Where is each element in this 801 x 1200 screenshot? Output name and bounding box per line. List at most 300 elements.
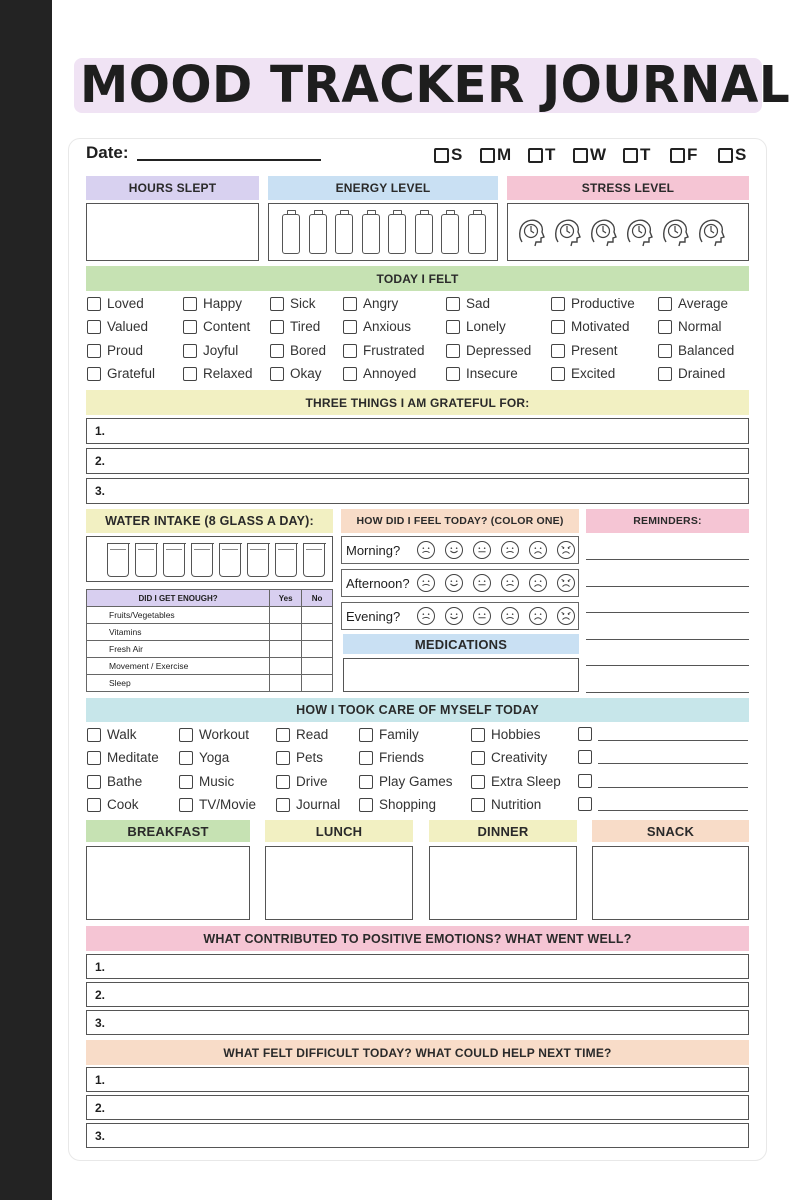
line-number: 1.: [95, 959, 106, 974]
checkbox[interactable]: [87, 367, 101, 381]
custom-self-care-option[interactable]: [578, 727, 748, 741]
water-glass-icon[interactable]: [135, 543, 157, 577]
meal-header: SNACK: [592, 820, 749, 842]
feeling-label: Motivated: [571, 319, 630, 334]
feeling-label: Excited: [571, 366, 616, 381]
self-care-option[interactable]: [359, 750, 424, 765]
write-in-line[interactable]: [598, 797, 748, 811]
self-care-label: Drive: [296, 774, 328, 789]
write-in-line[interactable]: [598, 727, 748, 741]
checkbox[interactable]: [343, 320, 357, 334]
self-care-option[interactable]: [179, 750, 229, 765]
day-label: S: [451, 145, 463, 164]
meal-header: LUNCH: [265, 820, 413, 842]
hours-slept-header: HOURS SLEPT: [86, 176, 259, 200]
reminder-line[interactable]: [586, 692, 749, 693]
feeling-label: Angry: [363, 296, 399, 311]
needs-yes-header: Yes: [270, 590, 302, 607]
self-care-label: Play Games: [379, 774, 453, 789]
mood-face-icon[interactable]: [473, 607, 491, 625]
stress-head-icon[interactable]: [516, 216, 546, 248]
checkbox[interactable]: [528, 148, 543, 163]
write-in-line[interactable]: [598, 750, 748, 764]
checkbox[interactable]: [480, 148, 495, 163]
day-checkbox[interactable]: [623, 145, 650, 165]
feeling-label: Proud: [107, 343, 144, 358]
feeling-option[interactable]: [87, 343, 143, 358]
checkbox[interactable]: [87, 798, 101, 812]
day-checkbox[interactable]: [528, 145, 555, 165]
checkbox[interactable]: [270, 320, 284, 334]
feeling-option[interactable]: [551, 319, 630, 334]
self-care-option[interactable]: [179, 797, 256, 812]
mood-face-icon[interactable]: [473, 541, 491, 559]
grateful-header: THREE THINGS I AM GRATEFUL FOR:: [86, 390, 749, 415]
checkbox[interactable]: [670, 148, 685, 163]
mood-face-icon[interactable]: [501, 541, 519, 559]
checkbox[interactable]: [446, 297, 460, 311]
mood-face-icon[interactable]: [557, 574, 575, 592]
day-checkbox[interactable]: [718, 145, 746, 165]
feeling-option[interactable]: [446, 343, 531, 358]
self-care-label: Friends: [379, 750, 425, 765]
checkbox[interactable]: [718, 148, 733, 163]
stress-level-header: STRESS LEVEL: [507, 176, 749, 200]
battery-icon[interactable]: [362, 214, 380, 254]
grateful-line[interactable]: [86, 418, 749, 444]
grateful-line[interactable]: [86, 478, 749, 504]
feeling-label: Depressed: [466, 343, 532, 358]
checkbox[interactable]: [471, 728, 485, 742]
checkbox[interactable]: [183, 320, 197, 334]
checkbox[interactable]: [276, 798, 290, 812]
need-label: Sleep: [87, 675, 270, 692]
self-care-option[interactable]: [87, 774, 142, 789]
line-number: 2.: [95, 987, 106, 1002]
energy-level-box: [268, 203, 498, 261]
self-care-option[interactable]: [87, 727, 137, 742]
need-label: Vitamins: [87, 624, 270, 641]
self-care-label: Journal: [296, 797, 341, 812]
reminder-line[interactable]: [586, 665, 749, 666]
feeling-label: Insecure: [466, 366, 518, 381]
checkbox[interactable]: [471, 798, 485, 812]
feeling-label: Joyful: [203, 343, 239, 358]
checkbox[interactable]: [359, 775, 373, 789]
mood-face-icon[interactable]: [417, 541, 435, 559]
water-glass-icon[interactable]: [163, 543, 185, 577]
mood-face-icon[interactable]: [417, 607, 435, 625]
mood-face-icon[interactable]: [529, 541, 547, 559]
checkbox[interactable]: [551, 367, 565, 381]
battery-icon[interactable]: [309, 214, 327, 254]
no-cell[interactable]: [302, 607, 333, 624]
mood-row: [341, 602, 579, 630]
checkbox[interactable]: [551, 297, 565, 311]
day-checkbox[interactable]: [573, 145, 606, 165]
meal-box[interactable]: [429, 846, 577, 920]
need-label: Fruits/Vegetables: [87, 607, 270, 624]
mood-face-icon[interactable]: [557, 607, 575, 625]
line-number: 3.: [95, 484, 106, 498]
feel-today-header: HOW DID I FEEL TODAY? (COLOR ONE): [341, 509, 579, 533]
checkbox[interactable]: [179, 775, 193, 789]
line-number: 2.: [95, 454, 106, 468]
no-cell[interactable]: [302, 675, 333, 692]
feeling-label: Balanced: [678, 343, 735, 358]
checkbox[interactable]: [471, 751, 485, 765]
date-input-line[interactable]: [137, 159, 321, 161]
self-care-option[interactable]: [359, 727, 419, 742]
difficult-header: WHAT FELT DIFFICULT TODAY? WHAT COULD HELP NEXT TIME?: [86, 1040, 749, 1065]
water-glass-icon[interactable]: [107, 543, 129, 577]
line-number: 1.: [95, 1072, 106, 1087]
day-checkbox[interactable]: [480, 145, 511, 165]
self-care-label: Music: [199, 774, 235, 789]
yes-cell[interactable]: [270, 641, 302, 658]
checkbox[interactable]: [578, 797, 592, 811]
checkbox[interactable]: [343, 344, 357, 358]
battery-icon[interactable]: [388, 214, 406, 254]
need-label: Fresh Air: [87, 641, 270, 658]
water-glass-icon[interactable]: [303, 543, 325, 577]
checkbox[interactable]: [658, 367, 672, 381]
feeling-label: Okay: [290, 366, 322, 381]
water-intake-header: WATER INTAKE (8 GLASS A DAY):: [86, 509, 333, 533]
self-care-option[interactable]: [471, 727, 541, 742]
custom-self-care-option[interactable]: [578, 750, 748, 764]
stress-head-icon[interactable]: [696, 216, 726, 248]
checkbox[interactable]: [87, 297, 101, 311]
mood-face-icon[interactable]: [445, 541, 463, 559]
feeling-option[interactable]: [446, 296, 490, 311]
meal-box[interactable]: [592, 846, 749, 920]
medications-header: MEDICATIONS: [343, 634, 579, 654]
stress-head-icon[interactable]: [624, 216, 654, 248]
feeling-label: Relaxed: [203, 366, 253, 381]
positive-line[interactable]: [86, 1010, 749, 1035]
stress-head-icon[interactable]: [588, 216, 618, 248]
checkbox[interactable]: [446, 320, 460, 334]
feeling-option[interactable]: [270, 366, 322, 381]
need-label: Movement / Exercise: [87, 658, 270, 675]
reminders-header: REMINDERS:: [586, 509, 749, 533]
self-care-header: HOW I TOOK CARE OF MYSELF TODAY: [86, 698, 749, 722]
line-number: 1.: [95, 424, 106, 438]
checkbox[interactable]: [276, 728, 290, 742]
self-care-label: Extra Sleep: [491, 774, 561, 789]
checkbox[interactable]: [573, 148, 588, 163]
checkbox[interactable]: [183, 344, 197, 358]
day-checkbox[interactable]: [670, 145, 697, 165]
self-care-label: Yoga: [199, 750, 230, 765]
self-care-label: Creativity: [491, 750, 548, 765]
day-label: F: [687, 145, 698, 164]
table-row: [87, 624, 333, 641]
feeling-option[interactable]: [183, 296, 242, 311]
line-number: 3.: [95, 1015, 106, 1030]
yes-cell[interactable]: [270, 658, 302, 675]
no-cell[interactable]: [302, 624, 333, 641]
feeling-option[interactable]: [87, 319, 148, 334]
energy-level-header: ENERGY LEVEL: [268, 176, 498, 200]
yes-cell[interactable]: [270, 624, 302, 641]
hours-slept-box[interactable]: [86, 203, 259, 261]
checkbox[interactable]: [578, 750, 592, 764]
self-care-option[interactable]: [276, 797, 340, 812]
checkbox[interactable]: [87, 344, 101, 358]
feeling-option[interactable]: [658, 343, 734, 358]
self-care-label: Nutrition: [491, 797, 542, 812]
feeling-label: Happy: [203, 296, 243, 311]
mood-face-icon[interactable]: [529, 574, 547, 592]
checkbox[interactable]: [87, 751, 101, 765]
meal-box[interactable]: [265, 846, 413, 920]
grateful-line[interactable]: [86, 448, 749, 474]
checkbox[interactable]: [446, 367, 460, 381]
checkbox[interactable]: [179, 751, 193, 765]
checkbox[interactable]: [270, 344, 284, 358]
self-care-label: Family: [379, 727, 419, 742]
mood-face-icon[interactable]: [445, 574, 463, 592]
self-care-option[interactable]: [471, 797, 541, 812]
self-care-option[interactable]: [87, 750, 159, 765]
feeling-label: Lonely: [466, 319, 506, 334]
yes-cell[interactable]: [270, 675, 302, 692]
water-glass-icon[interactable]: [247, 543, 269, 577]
battery-icon[interactable]: [441, 214, 459, 254]
mood-face-icon[interactable]: [501, 607, 519, 625]
reminder-line[interactable]: [586, 639, 749, 640]
feeling-option[interactable]: [87, 366, 155, 381]
self-care-label: Meditate: [107, 750, 159, 765]
needs-table: [86, 589, 333, 692]
self-care-label: Cook: [107, 797, 139, 812]
reminder-line[interactable]: [586, 586, 749, 587]
checkbox[interactable]: [434, 148, 449, 163]
meal-box[interactable]: [86, 846, 250, 920]
yes-cell[interactable]: [270, 607, 302, 624]
feeling-label: Normal: [678, 319, 722, 334]
checkbox[interactable]: [359, 798, 373, 812]
feeling-option[interactable]: [551, 366, 615, 381]
meal-header: DINNER: [429, 820, 577, 842]
table-row: [87, 607, 333, 624]
book-spine: [0, 0, 52, 1200]
checkbox[interactable]: [276, 751, 290, 765]
self-care-option[interactable]: [276, 750, 323, 765]
day-checkbox[interactable]: [434, 145, 462, 165]
battery-icon[interactable]: [282, 214, 300, 254]
self-care-label: Walk: [107, 727, 137, 742]
feeling-option[interactable]: [270, 343, 326, 358]
checkbox[interactable]: [87, 728, 101, 742]
mood-row: [341, 536, 579, 564]
needs-table-header: DID I GET ENOUGH?: [87, 590, 270, 607]
line-number: 2.: [95, 1100, 106, 1115]
self-care-option[interactable]: [179, 774, 234, 789]
checkbox[interactable]: [623, 148, 638, 163]
meal-header: BREAKFAST: [86, 820, 250, 842]
feeling-option[interactable]: [270, 296, 316, 311]
feeling-label: Valued: [107, 319, 149, 334]
self-care-label: Pets: [296, 750, 324, 765]
feeling-label: Productive: [571, 296, 635, 311]
day-label: W: [590, 145, 607, 164]
checkbox[interactable]: [183, 367, 197, 381]
feeling-option[interactable]: [343, 319, 411, 334]
feeling-label: Content: [203, 319, 251, 334]
day-label: T: [545, 145, 556, 164]
day-label: M: [497, 145, 512, 164]
feeling-option[interactable]: [183, 319, 250, 334]
checkbox[interactable]: [446, 344, 460, 358]
line-number: 3.: [95, 1128, 106, 1143]
feeling-option[interactable]: [658, 296, 728, 311]
self-care-label: TV/Movie: [199, 797, 257, 812]
self-care-option[interactable]: [471, 750, 547, 765]
mood-face-icon[interactable]: [529, 607, 547, 625]
mood-face-icon[interactable]: [417, 574, 435, 592]
checkbox[interactable]: [87, 775, 101, 789]
checkbox[interactable]: [471, 775, 485, 789]
checkbox[interactable]: [270, 297, 284, 311]
battery-icon[interactable]: [335, 214, 353, 254]
feeling-label: Frustrated: [363, 343, 425, 358]
feeling-label: Bored: [290, 343, 327, 358]
checkbox[interactable]: [87, 320, 101, 334]
difficult-line[interactable]: [86, 1095, 749, 1120]
checkbox[interactable]: [658, 297, 672, 311]
feeling-option[interactable]: [658, 366, 725, 381]
water-glass-icon[interactable]: [219, 543, 241, 577]
checkbox[interactable]: [343, 367, 357, 381]
no-cell[interactable]: [302, 641, 333, 658]
difficult-line[interactable]: [86, 1123, 749, 1148]
date-label: Date:: [86, 143, 129, 162]
medications-box[interactable]: [343, 658, 579, 692]
feeling-label: Sad: [466, 296, 491, 311]
feeling-label: Sick: [290, 296, 316, 311]
self-care-label: Read: [296, 727, 329, 742]
self-care-option[interactable]: [276, 774, 328, 789]
write-in-line[interactable]: [598, 774, 748, 788]
checkbox[interactable]: [658, 320, 672, 334]
checkbox[interactable]: [343, 297, 357, 311]
self-care-option[interactable]: [359, 774, 453, 789]
self-care-option[interactable]: [359, 797, 436, 812]
needs-no-header: No: [302, 590, 333, 607]
mood-face-icon[interactable]: [501, 574, 519, 592]
checkbox[interactable]: [183, 297, 197, 311]
checkbox[interactable]: [276, 775, 290, 789]
self-care-label: Hobbies: [491, 727, 541, 742]
no-cell[interactable]: [302, 658, 333, 675]
self-care-option[interactable]: [179, 727, 249, 742]
feeling-label: Grateful: [107, 366, 156, 381]
feeling-option[interactable]: [343, 343, 425, 358]
feeling-option[interactable]: [551, 296, 635, 311]
table-row: [87, 641, 333, 658]
checkbox[interactable]: [359, 728, 373, 742]
feeling-option[interactable]: [183, 343, 238, 358]
feeling-option[interactable]: [658, 319, 722, 334]
mood-face-icon[interactable]: [445, 607, 463, 625]
water-glass-icon[interactable]: [275, 543, 297, 577]
feeling-label: Loved: [107, 296, 144, 311]
checkbox[interactable]: [578, 727, 592, 741]
stress-head-icon[interactable]: [660, 216, 690, 248]
self-care-label: Bathe: [107, 774, 143, 789]
mood-face-icon[interactable]: [473, 574, 491, 592]
water-glass-icon[interactable]: [191, 543, 213, 577]
self-care-option[interactable]: [87, 797, 139, 812]
feeling-label: Anxious: [363, 319, 412, 334]
feeling-option[interactable]: [551, 343, 618, 358]
custom-self-care-option[interactable]: [578, 774, 748, 788]
today-i-felt-header: TODAY I FELT: [86, 266, 749, 291]
checkbox[interactable]: [658, 344, 672, 358]
feeling-label: Present: [571, 343, 618, 358]
stress-head-icon[interactable]: [552, 216, 582, 248]
checkbox[interactable]: [179, 798, 193, 812]
battery-icon[interactable]: [468, 214, 486, 254]
difficult-line[interactable]: [86, 1067, 749, 1092]
feeling-label: Annoyed: [363, 366, 417, 381]
feeling-option[interactable]: [446, 319, 506, 334]
feeling-option[interactable]: [270, 319, 320, 334]
self-care-label: Shopping: [379, 797, 437, 812]
checkbox[interactable]: [578, 774, 592, 788]
table-row: [87, 658, 333, 675]
checkbox[interactable]: [359, 751, 373, 765]
water-glasses-box: [86, 536, 333, 582]
checkbox[interactable]: [551, 344, 565, 358]
feeling-option[interactable]: [343, 296, 398, 311]
positive-line[interactable]: [86, 982, 749, 1007]
reminder-line[interactable]: [586, 612, 749, 613]
feeling-label: Tired: [290, 319, 321, 334]
mood-time-label: Afternoon?: [346, 575, 410, 591]
self-care-label: Workout: [199, 727, 250, 742]
feeling-option[interactable]: [343, 366, 416, 381]
mood-time-label: Evening?: [346, 608, 401, 624]
battery-icon[interactable]: [415, 214, 433, 254]
feeling-option[interactable]: [87, 296, 144, 311]
checkbox[interactable]: [270, 367, 284, 381]
feeling-option[interactable]: [183, 366, 253, 381]
stress-level-box: [507, 203, 749, 261]
self-care-option[interactable]: [276, 727, 328, 742]
mood-face-icon[interactable]: [557, 541, 575, 559]
reminder-line[interactable]: [586, 559, 749, 560]
custom-self-care-option[interactable]: [578, 797, 748, 811]
positive-line[interactable]: [86, 954, 749, 979]
day-label: S: [735, 145, 747, 164]
positive-header: WHAT CONTRIBUTED TO POSITIVE EMOTIONS? WHAT WENT WELL?: [86, 926, 749, 951]
table-row: [87, 675, 333, 692]
mood-time-label: Morning?: [346, 542, 401, 558]
page-title: MOOD TRACKER JOURNAL: [80, 56, 791, 115]
self-care-option[interactable]: [471, 774, 561, 789]
day-label: T: [640, 145, 651, 164]
feeling-label: Average: [678, 296, 729, 311]
checkbox[interactable]: [551, 320, 565, 334]
mood-row: [341, 569, 579, 597]
feeling-option[interactable]: [446, 366, 518, 381]
checkbox[interactable]: [179, 728, 193, 742]
feeling-label: Drained: [678, 366, 726, 381]
